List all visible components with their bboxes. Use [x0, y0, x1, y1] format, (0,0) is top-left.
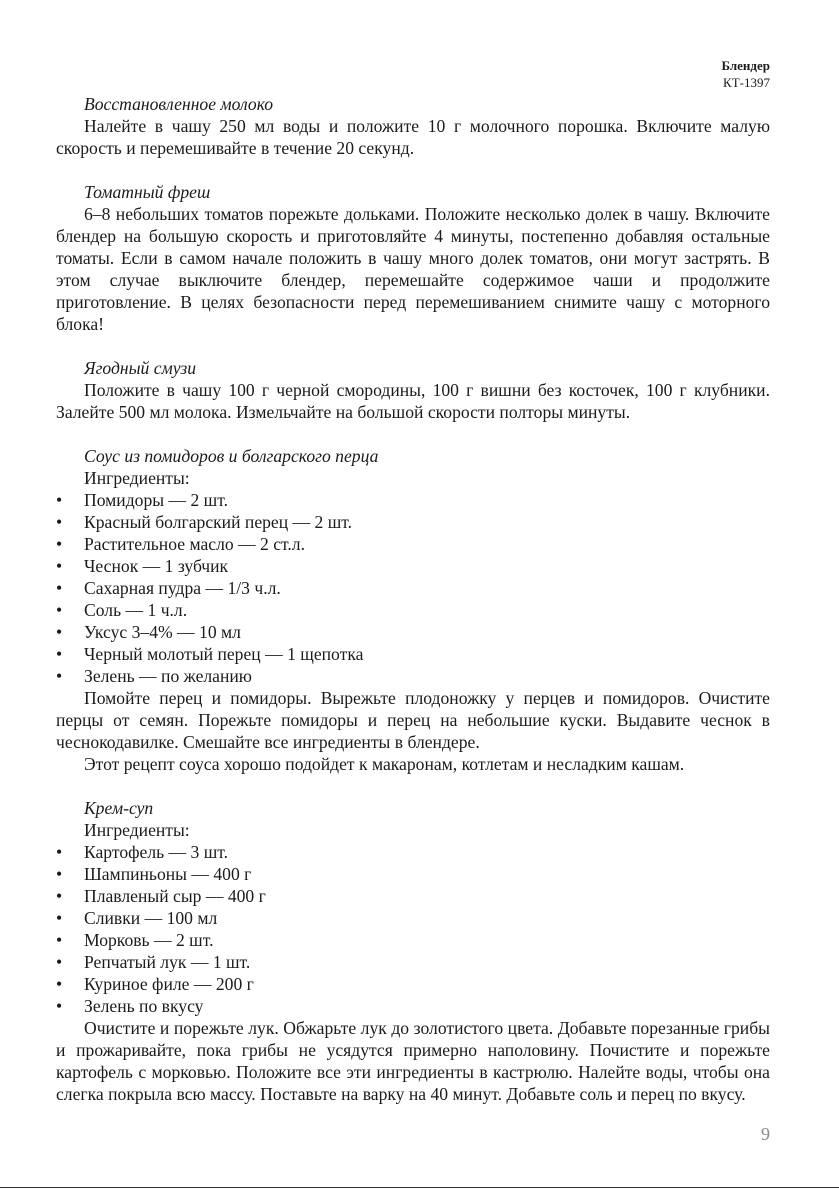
page-header [721, 57, 770, 91]
list-item: • Чеснок — 1 зубчик [56, 555, 770, 577]
list-item: • Черный молотый перец — 1 щепотка [56, 643, 770, 665]
list-item: • Соль — 1 ч.л. [56, 599, 770, 621]
list-item: • Сахарная пудра — 1/3 ч.л. [56, 577, 770, 599]
list-item: • Сливки — 100 мл [56, 907, 770, 929]
recipe-title: Восстановленное молоко [84, 94, 274, 114]
ingredients-label: Ингредиенты: [84, 820, 190, 840]
recipe-berry [56, 357, 770, 423]
list-item: • Помидоры — 2 шт. [56, 489, 770, 511]
list-item: • Зелень — по желанию [56, 665, 770, 687]
list-item: • Зелень по вкусу [56, 995, 770, 1017]
product-name: Блендер [721, 58, 770, 73]
list-item: • Красный болгарский перец — 2 шт. [56, 511, 770, 533]
list-item: • Шампиньоны — 400 г [56, 863, 770, 885]
list-item: • Плавленый сыр — 400 г [56, 885, 770, 907]
recipe-title: Соус из помидоров и болгарского перца [84, 446, 379, 466]
recipe-paragraph: Помойте перец и помидоры. Вырежьте плодоножку у перцев и помидоров. Очистите перцы от семян. Порежьте помидоры и перец на небольшие куски. Выдавите чеснок в чеснокодавилке. Смешайте все ингредиенты в блендере. [56, 688, 770, 752]
recipe-soup [56, 797, 770, 1105]
page-number: 9 [761, 1124, 770, 1144]
ingredients-list [56, 489, 770, 687]
recipe-paragraph: Положите в чашу 100 г черной смородины, 100 г вишни без косточек, 100 г клубники. Залейте 500 мл молока. Измельчайте на большой скорости полторы минуты. [56, 380, 770, 422]
recipe-paragraph: 6–8 небольших томатов порежьте дольками. Положите несколько долек в чашу. Включите блендер на большую скорость и приготовляйте 4 минуты, постепенно добавляя остальные томаты. Если в самом начале положить в чашу много долек томатов, они могут застрять. В этом случае выключите блендер, перемешайте содержимое чаши и продолжите приготовление. В целях безопасности перед перемешиванием снимите чашу с моторного блока! [56, 204, 770, 334]
recipe-title: Томатный фреш [84, 182, 211, 202]
list-item: • Куриное филе — 200 г [56, 973, 770, 995]
page-bottom-rule [0, 1187, 839, 1188]
list-item: • Картофель — 3 шт. [56, 841, 770, 863]
recipe-tomato [56, 181, 770, 335]
recipe-paragraph: Очистите и порежьте лук. Обжарьте лук до золотистого цвета. Добавьте порезанные грибы и прожаривайте, пока грибы не усядутся примерно наполовину. Почистите и порежьте картофель с морковью. Положите все эти ингредиенты в кастрюлю. Налейте воды, чтобы она слегка покрыла всю массу. Поставьте на варку на 40 минут. Добавьте соль и перец по вкусу. [56, 1018, 770, 1104]
recipe-paragraph: Налейте в чашу 250 мл воды и положите 10 г молочного порошка. Включите малую скорость и перемешивайте в течение 20 секунд. [56, 116, 770, 158]
list-item: • Растительное масло — 2 ст.л. [56, 533, 770, 555]
ingredients-label: Ингредиенты: [84, 468, 190, 488]
list-item: • Репчатый лук — 1 шт. [56, 951, 770, 973]
recipe-paragraph: Этот рецепт соуса хорошо подойдет к макаронам, котлетам и несладким кашам. [84, 754, 685, 774]
recipe-title: Ягодный смузи [84, 358, 197, 378]
product-code: КТ-1397 [723, 75, 770, 90]
list-item: • Уксус 3–4% — 10 мл [56, 621, 770, 643]
recipe-sauce [56, 445, 770, 775]
recipes-content [56, 93, 770, 1105]
ingredients-list [56, 841, 770, 1017]
recipe-milk [56, 93, 770, 159]
list-item: • Морковь — 2 шт. [56, 929, 770, 951]
recipe-title: Крем-суп [84, 798, 154, 818]
